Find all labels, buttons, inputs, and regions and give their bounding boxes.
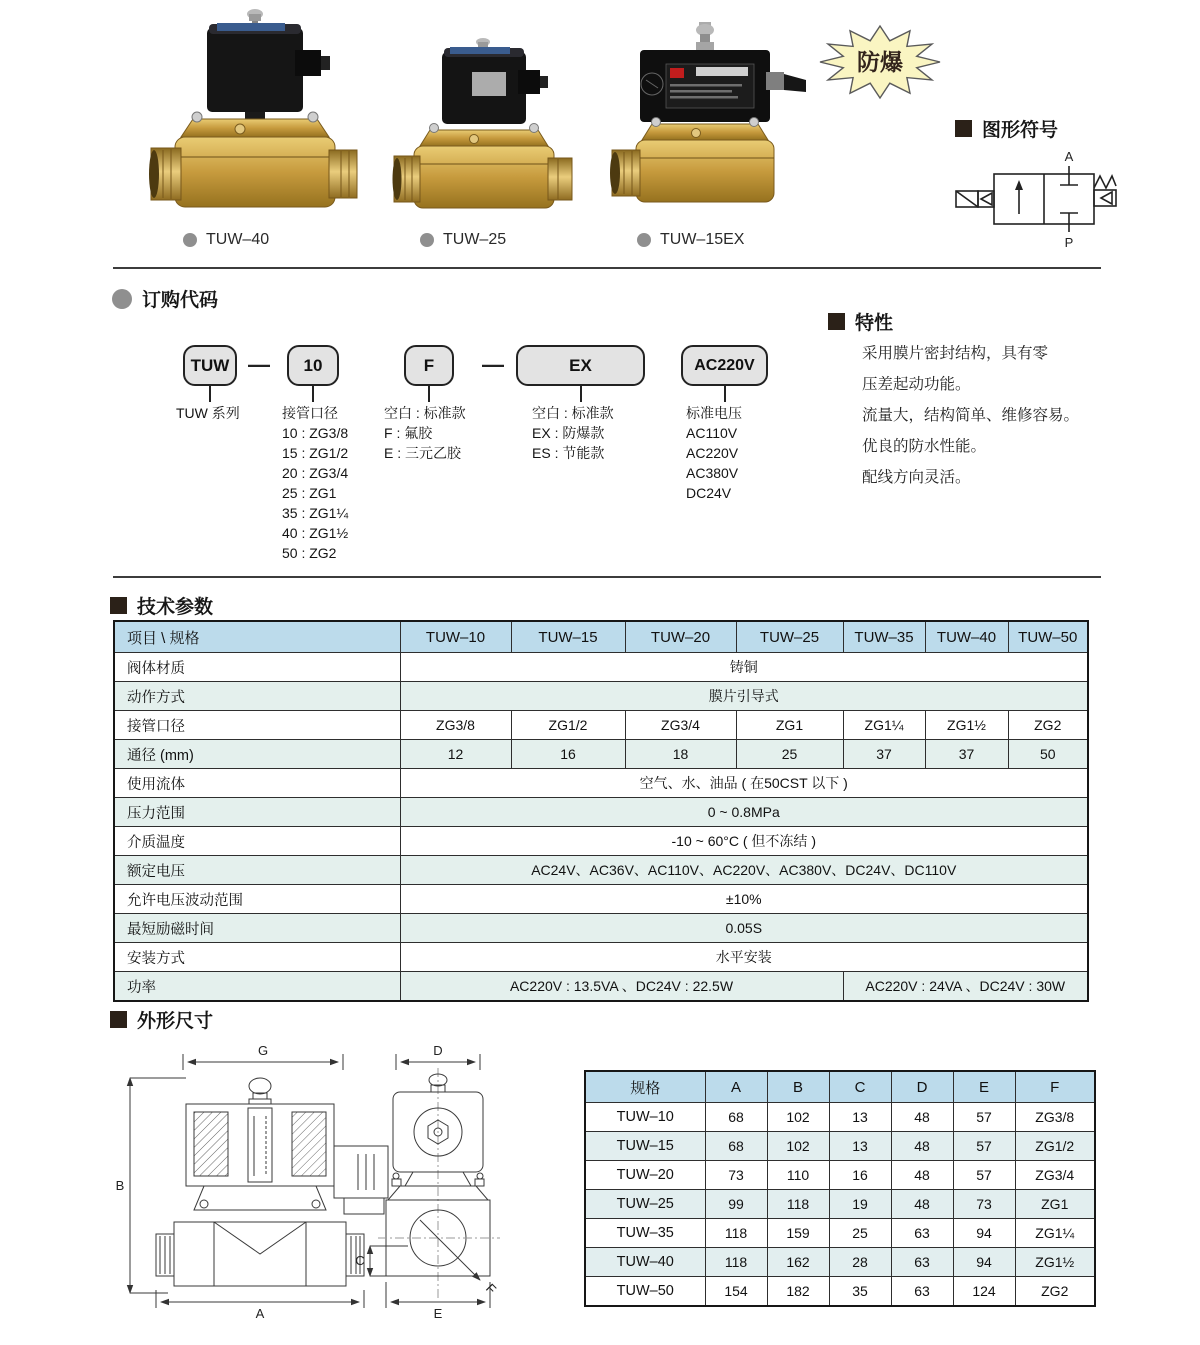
dims-cell: 28 [829,1248,891,1277]
tech-cell: 18 [625,740,736,769]
code-box-variant [516,345,645,386]
tech-cell: -10 ~ 60°C ( 但不冻结 ) [400,827,1088,856]
code-dash: — [248,352,270,377]
tech-row-label: 允许电压波动范围 [114,885,400,914]
connector-line [428,386,430,402]
dims-cell: 63 [891,1277,953,1307]
ordering-note-line: 空白 : 标准款 [532,405,614,421]
dims-cell: 118 [705,1248,767,1277]
product-photo-tuw25 [390,36,575,228]
ordering-note-line: 15 : ZG1/2 [282,445,349,461]
ordering-notes-size [282,403,348,563]
dims-header-cell: A [705,1071,767,1103]
dims-cell: 48 [891,1132,953,1161]
ordering-notes-seal [384,403,466,463]
dimension-drawings [108,1038,578,1338]
connector-line [724,386,726,402]
dims-cell: 124 [953,1277,1015,1307]
bullet-icon [183,233,197,247]
code-box-seal [404,345,454,386]
dims-cell: ZG1½ [1015,1248,1095,1277]
tech-row [114,885,1088,914]
tech-cell: 空气、水、油品 ( 在50CST 以下 ) [400,769,1088,798]
tech-cell: AC220V : 13.5VA 、DC24V : 22.5W [400,972,843,1002]
dims-cell: 63 [891,1219,953,1248]
code-box-label: TUW [190,355,230,375]
tech-row-label: 介质温度 [114,827,400,856]
dims-row [585,1190,1095,1219]
tech-row-label: 使用流体 [114,769,400,798]
dims-row [585,1132,1095,1161]
dims-cell: 35 [829,1277,891,1307]
code-box-label: F [423,355,435,375]
dims-row-label: TUW–20 [585,1161,705,1190]
ordering-note-line: 接管口径 [282,405,338,421]
ordering-note-line: 10 : ZG3/8 [282,425,349,441]
code-box-voltage [681,345,768,386]
dim-label-f: F [483,1280,500,1297]
dims-cell: ZG1/2 [1015,1132,1095,1161]
tech-cell: 16 [511,740,625,769]
feature-line: 配线方向灵活。 [862,469,971,486]
dims-row-label: TUW–10 [585,1103,705,1132]
tech-header-cell: TUW–15 [511,621,625,653]
dims-cell: 73 [953,1190,1015,1219]
dims-header-cell: C [829,1071,891,1103]
dims-cell: 68 [705,1132,767,1161]
ordering-note-line: EX : 防爆款 [532,425,605,441]
feature-line: 优良的防水性能。 [862,438,987,455]
ordering-note-line: F : 氟胶 [384,425,433,441]
tech-cell: 水平安装 [400,943,1088,972]
dims-cell: 94 [953,1248,1015,1277]
section-marker-icon [110,597,127,614]
dims-cell: 159 [767,1219,829,1248]
dims-row-label: TUW–15 [585,1132,705,1161]
ordering-notes-variant [532,403,614,463]
product-label-text: TUW–40 [206,231,270,248]
dim-label-b: B [115,1178,125,1193]
tech-cell: ZG3/4 [625,711,736,740]
tech-row [114,653,1088,682]
bullet-icon [420,233,434,247]
section-marker-icon [110,1011,127,1028]
port-p-label: P [1064,235,1074,250]
dims-cell: 118 [767,1190,829,1219]
tech-row [114,856,1088,885]
ordering-note-line: AC220V [686,445,739,461]
tech-row [114,827,1088,856]
ordering-note-line: AC380V [686,465,739,481]
dims-row [585,1103,1095,1132]
ordering-note-line: 空白 : 标准款 [384,405,466,421]
code-box-label: AC220V [694,356,755,374]
dims-cell: ZG2 [1015,1277,1095,1307]
dims-heading [110,1006,213,1033]
tech-row-label: 最短励磁时间 [114,914,400,943]
ordering-note-line: 50 : ZG2 [282,545,337,561]
section-marker-icon [955,120,972,137]
dims-cell: 16 [829,1161,891,1190]
ordering-note-line: 25 : ZG1 [282,485,337,501]
tech-header-cell: TUW–25 [736,621,843,653]
ordering-note-line: 20 : ZG3/4 [282,465,349,481]
ordering-title: 订购代码 [142,290,219,311]
dims-cell: 162 [767,1248,829,1277]
dims-row [585,1219,1095,1248]
tech-header-row [114,621,1088,653]
dims-row [585,1248,1095,1277]
tech-cell: 膜片引导式 [400,682,1088,711]
tech-row [114,798,1088,827]
product-label-text: TUW–15EX [660,231,745,248]
tech-header-cell: TUW–50 [1008,621,1088,653]
dims-row-label: TUW–35 [585,1219,705,1248]
symbol-section-title: 图形符号 [982,120,1059,141]
dims-header-cell: D [891,1071,953,1103]
tech-row-label: 安装方式 [114,943,400,972]
dims-cell: 99 [705,1190,767,1219]
product-label-tuw25 [420,231,506,249]
ordering-note-line: E : 三元乙胶 [384,445,462,461]
tech-row-label: 功率 [114,972,400,1002]
tech-row-label: 压力范围 [114,798,400,827]
dims-cell: ZG1 [1015,1190,1095,1219]
dimensions-table [584,1070,1096,1307]
dims-row [585,1277,1095,1307]
badge-label: 防爆 [857,49,903,75]
dims-cell: 182 [767,1277,829,1307]
tech-params-table [113,620,1089,1002]
dims-cell: 110 [767,1161,829,1190]
dims-header-cell: B [767,1071,829,1103]
tech-row [114,769,1088,798]
ordering-notes-series [176,403,240,423]
code-box-label: 10 [303,355,323,375]
valve-symbol-diagram [946,148,1141,250]
dims-cell: 48 [891,1161,953,1190]
tech-header-cell: 项目 \ 规格 [114,621,400,653]
ordering-heading [112,285,218,312]
tech-heading [110,592,213,619]
port-a-label: A [1064,149,1074,164]
dims-cell: 154 [705,1277,767,1307]
dims-cell: 19 [829,1190,891,1219]
dims-row-label: TUW–50 [585,1277,705,1307]
tech-cell: ZG1½ [925,711,1008,740]
features-title: 特性 [855,313,894,334]
tech-row [114,740,1088,769]
dims-row [585,1161,1095,1190]
dims-header-cell: E [953,1071,1015,1103]
dims-cell: ZG1¼ [1015,1219,1095,1248]
dims-cell: 48 [891,1190,953,1219]
tech-cell: ±10% [400,885,1088,914]
dims-cell: 73 [705,1161,767,1190]
connector-line [312,386,314,402]
connector-line [209,386,211,402]
tech-cell: AC220V : 24VA 、DC24V : 30W [843,972,1088,1002]
ordering-note-line: ES : 节能款 [532,445,605,461]
product-label-tuw15ex [637,231,744,249]
dims-header-row [585,1071,1095,1103]
tech-cell: 0.05S [400,914,1088,943]
tech-cell: 37 [925,740,1008,769]
tech-row [114,711,1088,740]
feature-line: 采用膜片密封结构，具有零 [862,345,1049,362]
tech-cell: ZG2 [1008,711,1088,740]
ordering-note-line: 35 : ZG1¼ [282,505,349,521]
tech-header-cell: TUW–35 [843,621,925,653]
tech-header-cell: TUW–40 [925,621,1008,653]
dims-cell: 102 [767,1103,829,1132]
dims-cell: 118 [705,1219,767,1248]
tech-header-cell: TUW–10 [400,621,511,653]
dims-header-cell: 规格 [585,1071,705,1103]
tech-header-cell: TUW–20 [625,621,736,653]
feature-line: 压差起动功能。 [862,376,971,393]
product-photo-tuw15ex [600,22,810,227]
product-label-text: TUW–25 [443,231,507,248]
bullet-icon [637,233,651,247]
dims-cell: 25 [829,1219,891,1248]
tech-cell: 铸铜 [400,653,1088,682]
ordering-note-line: 标准电压 [686,405,742,421]
tech-cell: ZG1 [736,711,843,740]
code-box-label: EX [569,355,592,375]
dims-cell: 57 [953,1103,1015,1132]
dims-cell: 13 [829,1103,891,1132]
ordering-note-line: DC24V [686,485,732,501]
tech-row-label: 阀体材质 [114,653,400,682]
tech-title: 技术参数 [137,597,214,618]
feature-line: 流量大，结构简单、维修容易。 [862,407,1080,424]
dims-cell: ZG3/4 [1015,1161,1095,1190]
connector-line [580,386,582,402]
tech-row [114,943,1088,972]
dims-title: 外形尺寸 [137,1011,214,1032]
code-box-size [287,345,339,386]
features-heading [828,308,893,335]
tech-row-label: 动作方式 [114,682,400,711]
code-box-series [183,345,237,386]
symbol-section-heading [955,115,1058,142]
tech-row [114,682,1088,711]
tech-cell: 0 ~ 0.8MPa [400,798,1088,827]
ordering-note-line: AC110V [686,425,738,441]
dim-label-c: C [355,1253,365,1268]
dims-cell: 57 [953,1161,1015,1190]
tech-cell: ZG3/8 [400,711,511,740]
ordering-notes-voltage [686,403,742,503]
dims-cell: 13 [829,1132,891,1161]
dims-cell: 48 [891,1103,953,1132]
code-dash: — [482,352,504,377]
tech-row-label: 通径 (mm) [114,740,400,769]
dims-row-label: TUW–25 [585,1190,705,1219]
tech-cell: 12 [400,740,511,769]
tech-cell: ZG1¼ [843,711,925,740]
tech-cell: ZG1/2 [511,711,625,740]
features-text [862,338,1079,493]
tech-cell: 37 [843,740,925,769]
dim-label-a: A [255,1306,265,1321]
tech-cell: 50 [1008,740,1088,769]
dim-label-g: G [257,1043,269,1058]
dims-cell: 102 [767,1132,829,1161]
tech-row-label: 额定电压 [114,856,400,885]
product-label-tuw40 [183,231,269,249]
product-photo-tuw40 [145,8,365,230]
section-marker-icon [828,313,845,330]
tech-row [114,972,1088,1002]
tech-row-label: 接管口径 [114,711,400,740]
dims-cell: 94 [953,1219,1015,1248]
ordering-note-line: 40 : ZG1½ [282,525,349,541]
section-divider [113,576,1101,578]
ordering-note-line: TUW 系列 [176,405,240,421]
dims-header-cell: F [1015,1071,1095,1103]
dim-label-e: E [433,1306,443,1321]
dims-cell: 63 [891,1248,953,1277]
explosion-proof-badge [818,24,942,100]
tech-cell: AC24V、AC36V、AC110V、AC220V、AC380V、DC24V、DC110V [400,856,1088,885]
dims-cell: 68 [705,1103,767,1132]
dims-cell: ZG3/8 [1015,1103,1095,1132]
section-divider [113,267,1101,269]
dims-row-label: TUW–40 [585,1248,705,1277]
circle-marker-icon [112,289,132,309]
dim-label-d: D [433,1043,443,1058]
dims-cell: 57 [953,1132,1015,1161]
tech-cell: 25 [736,740,843,769]
tech-row [114,914,1088,943]
